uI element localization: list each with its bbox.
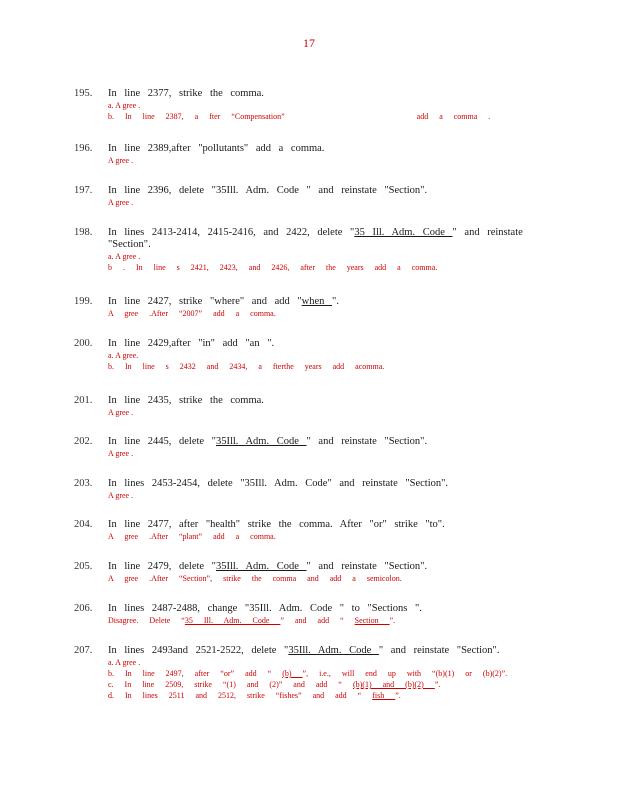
item-response-a: Disagree. Delete “35 Ill. Adm. Code ” and add “ Section ”. xyxy=(108,616,396,625)
item-response-a: a. A gree . xyxy=(108,101,141,110)
item-text: In line 2429,after "in" add "an ". xyxy=(108,338,275,349)
item-text: In line 2435, strike the comma. xyxy=(108,395,264,406)
item-response-a: a. A gree. xyxy=(108,351,139,360)
item-response-a: A gree . xyxy=(108,408,134,417)
item-number: 198. xyxy=(74,227,93,238)
item-response-a: A gree . xyxy=(108,198,134,207)
item-response-a: a. A gree . xyxy=(108,658,141,667)
item-text: In line 2396, delete "35Ill. Adm. Code " and reinstate "Section". xyxy=(108,185,428,196)
item-text: In line 2389,after "pollutants" add a comma. xyxy=(108,143,325,154)
item-text: In line 2479, delete "35Ill. Adm. Code " and reinstate "Section". xyxy=(108,561,428,572)
item-number: 196. xyxy=(74,143,93,154)
item-response-a: a. A gree . xyxy=(108,252,141,261)
item-text: In lines 2413-2414, 2415-2416, and 2422, delete "35 Ill. Adm. Code " and reinstate xyxy=(108,227,523,238)
item-number: 204. xyxy=(74,519,93,530)
item-text: In line 2477, after "health" strike the comma. After "or" strike "to". xyxy=(108,519,445,530)
item-response-b: b. In line s 2432 and 2434, a fterthe years add acomma. xyxy=(108,362,385,371)
item-number: 201. xyxy=(74,395,93,406)
item-response-d: d. In lines 2511 and 2512, strike “fishes” and add “ fish ”. xyxy=(108,691,401,700)
item-response-a: A gree . xyxy=(108,491,134,500)
item-number: 207. xyxy=(74,645,93,656)
item-response-b: b. In line 2387, a fter “Compensation” add a comma . xyxy=(108,112,491,121)
item-number: 202. xyxy=(74,436,93,447)
item-response-c: c. In line 2509, strike “(1) and (2)” and add “ (b)(1) and (b)(2) ”. xyxy=(108,680,441,689)
item-text: In lines 2487-2488, change "35Ill. Adm. Code " to "Sections ". xyxy=(108,603,422,614)
item-text-line2: "Section". xyxy=(108,239,151,250)
item-response-a: A gree .After “Section”, strike the comma and add a semicolon. xyxy=(108,574,402,583)
item-text: In line 2445, delete "35Ill. Adm. Code " and reinstate "Section". xyxy=(108,436,428,447)
item-response-b: b. In line 2497, after “or” add “ (b) ”, i.e., will end up with “(b)(1) or (b)(2)”. xyxy=(108,669,508,678)
item-number: 199. xyxy=(74,296,93,307)
item-number: 206. xyxy=(74,603,93,614)
item-text: In line 2427, strike "where" and add "when ". xyxy=(108,296,339,307)
item-text: In lines 2453-2454, delete "35Ill. Adm. Code" and reinstate "Section". xyxy=(108,478,449,489)
item-number: 203. xyxy=(74,478,93,489)
item-response-a: A gree .After “plant” add a comma. xyxy=(108,532,276,541)
item-number: 200. xyxy=(74,338,93,349)
item-text: In lines 2493and 2521-2522, delete "35Ill. Adm. Code " and reinstate "Section". xyxy=(108,645,500,656)
item-response-a: A gree .After “2007” add a comma. xyxy=(108,309,276,318)
item-number: 197. xyxy=(74,185,93,196)
item-response-a: A gree . xyxy=(108,156,134,165)
item-number: 205. xyxy=(74,561,93,572)
item-response-b: b . In line s 2421, 2423, and 2426, after the years add a comma. xyxy=(108,263,438,272)
page-number: 17 xyxy=(303,36,315,50)
item-number: 195. xyxy=(74,88,93,99)
item-response-a: A gree . xyxy=(108,449,134,458)
item-text: In line 2377, strike the comma. xyxy=(108,88,264,99)
